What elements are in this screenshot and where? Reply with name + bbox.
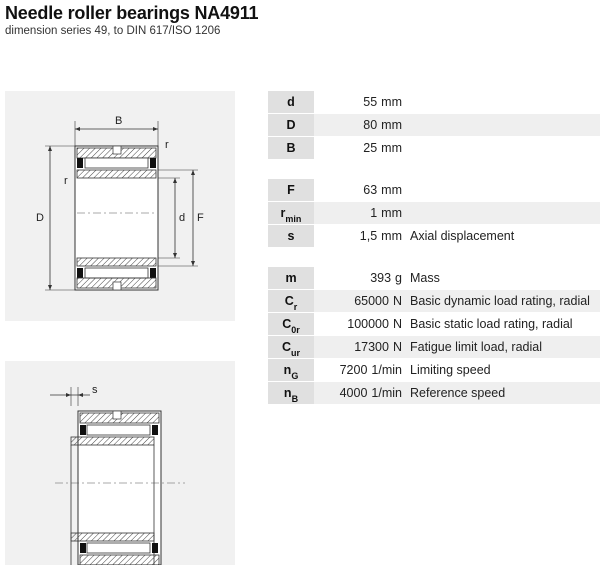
- spec-description: Axial displacement: [406, 225, 600, 248]
- spec-description: Basic static load rating, radial: [406, 313, 600, 336]
- spec-row: [268, 202, 600, 225]
- spec-row: [268, 114, 600, 137]
- spec-symbol: m: [268, 267, 314, 290]
- spec-row: [268, 382, 600, 405]
- bearing-drawing-dimensions: [5, 91, 235, 321]
- spec-unit: mm: [381, 183, 402, 197]
- spec-description: [406, 114, 600, 137]
- spec-symbol: $C_r$: [268, 290, 314, 313]
- spec-description: [406, 91, 600, 114]
- spec-row: [268, 290, 600, 313]
- spec-value: 65000 N: [314, 290, 406, 313]
- spec-row: [268, 179, 600, 202]
- spec-row: [268, 267, 600, 290]
- spec-symbol: D: [268, 114, 314, 137]
- spec-symbol: B: [268, 137, 314, 160]
- spec-row: [268, 225, 600, 248]
- spec-value: 80 mm: [314, 114, 406, 137]
- spec-row: [268, 313, 600, 336]
- spec-symbol: d: [268, 91, 314, 114]
- spec-value: 4000 1/min: [314, 382, 406, 405]
- spec-unit: mm: [381, 206, 402, 220]
- spec-value: 7200 1/min: [314, 359, 406, 382]
- label-B: B: [115, 115, 123, 127]
- spec-unit: mm: [381, 95, 402, 109]
- label-r-left: r: [64, 175, 68, 187]
- spec-value: 55 mm: [314, 91, 406, 114]
- spec-group-2: [268, 179, 600, 248]
- spec-description: [406, 202, 600, 225]
- spec-unit: mm: [381, 229, 402, 243]
- page-title: Needle roller bearings NA4911: [5, 3, 259, 23]
- bearing-drawing-displacement: [5, 361, 235, 565]
- label-D: D: [36, 212, 44, 224]
- spec-value: 63 mm: [314, 179, 406, 202]
- spec-row: [268, 91, 600, 114]
- spec-symbol: $n_B$: [268, 382, 314, 405]
- spec-description: [406, 179, 600, 202]
- spec-symbol: $r_{min}$: [268, 202, 314, 225]
- spec-symbol: F: [268, 179, 314, 202]
- spec-value: 1,5 mm: [314, 225, 406, 248]
- spec-unit: mm: [381, 141, 402, 155]
- spec-value: 100000 N: [314, 313, 406, 336]
- spec-group-1: [268, 91, 600, 160]
- spec-symbol: s: [268, 225, 314, 248]
- spec-unit: 1/min: [371, 386, 402, 400]
- spec-value: 393 g: [314, 267, 406, 290]
- spec-unit: g: [395, 271, 402, 285]
- spec-value: 17300 N: [314, 336, 406, 359]
- spec-description: Basic dynamic load rating, radial: [406, 290, 600, 313]
- spec-value: 25 mm: [314, 137, 406, 160]
- spec-description: Reference speed: [406, 382, 600, 405]
- spec-unit: N: [392, 317, 402, 331]
- spec-description: Limiting speed: [406, 359, 600, 382]
- spec-row: [268, 359, 600, 382]
- spec-unit: N: [392, 340, 402, 354]
- spec-description: [406, 137, 600, 160]
- spec-symbol: $C_{ur}$: [268, 336, 314, 359]
- spec-unit: mm: [381, 118, 402, 132]
- spec-description: Fatigue limit load, radial: [406, 336, 600, 359]
- label-d: d: [179, 212, 186, 224]
- spec-value: 1 mm: [314, 202, 406, 225]
- label-F: F: [197, 212, 204, 224]
- spec-row: [268, 137, 600, 160]
- spec-unit: 1/min: [371, 363, 402, 377]
- spec-unit: N: [392, 294, 402, 308]
- page-subtitle: dimension series 49, to DIN 617/ISO 1206: [5, 25, 221, 37]
- spec-description: Mass: [406, 267, 600, 290]
- spec-symbol: $n_G$: [268, 359, 314, 382]
- spec-symbol: $C_{0r}$: [268, 313, 314, 336]
- spec-group-3: [268, 267, 600, 405]
- label-s: s: [92, 384, 98, 396]
- spec-row: [268, 336, 600, 359]
- label-r-top: r: [165, 139, 169, 151]
